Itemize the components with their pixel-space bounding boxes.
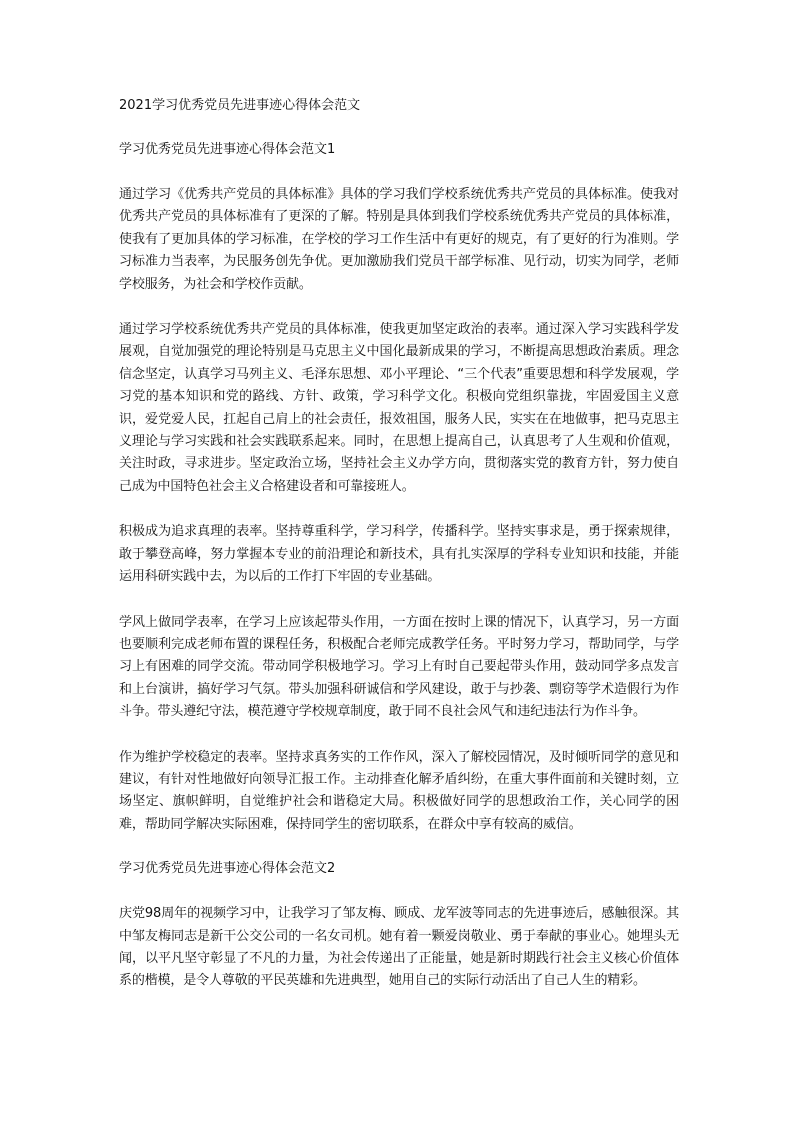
paragraph: 作为维护学校稳定的表率。坚持求真务实的工作作风，深入了解校园情况，及时倾听同学的意见和建议，有针对性地做好向领导汇报工作。主动排查化解矛盾纠纷，在重大事件面前和关键时刻，立场坚定、旗帜鲜明，自觉维护社会和谐稳定大局。积极做好同学的思想政治工作，关心同学的困难，帮助同学解决实际困难，保持同学生的密切联系，在群众中享有较高的威信。 bbox=[119, 749, 679, 832]
paragraph: 通过学习学校系统优秀共产党员的具体标准，使我更加坚定政治的表率。通过深入学习实践科学发展观，自觉加强党的理论特别是马克思主义中国化最新成果的学习，不断提高思想政治素质。理念信念坚定，认真学习马列主义、毛泽东思想、邓小平理论、“三个代表”重要思想和科学发展观，学习党的基本知识和党的路线、方针、政策，学习科学文化。积极向党组织靠拢，牢固爱国主义意识，爱党爱人民，扛起自己肩上的社会责任，报效祖国，服务人民，实实在在地做事，把马克思主义理论与学习实践和社会实践联系起来。同时，在思想上提高自己，认真思考了人生观和价值观，关注时政，寻求进步。坚定政治立场，坚持社会主义办学方向，贯彻落实党的教育方针，努力使自己成为中国特色社会主义合格建设者和可靠接班人。 bbox=[119, 322, 679, 494]
document-title: 2021学习优秀党员先进事迹心得体会范文 bbox=[119, 98, 361, 113]
paragraph: 庆党98周年的视频学习中，让我学习了邹友梅、顾成、龙军波等同志的先进事迹后，感触很深。其中邹友梅同志是新干公交公司的一名女司机。她有着一颗爱岗敬业、勇于奉献的事业心。她埋头无闻，以平凡坚守彰显了不凡的力量，为社会传递出了正能量，她是新时期践行社会主义核心价值体系的楷模，是令人尊敬的平民英雄和先进典型，她用自己的实际行动活出了自己人生的精彩。 bbox=[119, 906, 679, 989]
paragraph: 通过学习《优秀共产党员的具体标准》具体的学习我们学校系统优秀共产党员的具体标准。使我对优秀共产党员的具体标准有了更深的了解。特别是具体到我们学校系统优秀共产党员的具体标准，使我有了更加具体的学习标准，在学校的学习工作生活中有更好的规克，有了更好的行为准则。学习标准力当表率，为民服务创先争优。更加激励我们党员干部学标准、见行动，切实为同学，老师学校服务，为社会和学校作贡献。 bbox=[119, 187, 679, 292]
section-heading: 学习优秀党员先进事迹心得体会范文1 bbox=[119, 142, 336, 157]
paragraph: 积极成为追求真理的表率。坚持尊重科学，学习科学，传播科学。坚持实事求是，勇于探索规律，敢于攀登高峰，努力掌握本专业的前沿理论和新技术，具有扎实深厚的学科专业知识和技能，并能运用科研实践中去，为以后的工作打下牢固的专业基础。 bbox=[119, 524, 679, 585]
document-page bbox=[119, 96, 679, 1016]
section-2 bbox=[119, 859, 679, 993]
section-heading: 学习优秀党员先进事迹心得体会范文2 bbox=[119, 861, 336, 877]
section-1 bbox=[119, 140, 679, 836]
paragraph: 学风上做同学表率，在学习上应该起带头作用，一方面在按时上课的情况下，认真学习，另一方面也要顺利完成老师布置的课程任务，积极配合老师完成教学任务。平时努力学习，帮助同学，与学习上有困难的同学交流。带动同学积极地学习。学习上有时自己要起带头作用，鼓动同学多点发言和上台演讲，搞好学习气氛。带头加强科研诚信和学风建设，敢于与抄袭、剽窃等学术造假行为作斗争。带头遵纪守法，模范遵守学校规章制度，敢于同不良社会风气和违纪违法行为作斗争。 bbox=[119, 614, 679, 720]
